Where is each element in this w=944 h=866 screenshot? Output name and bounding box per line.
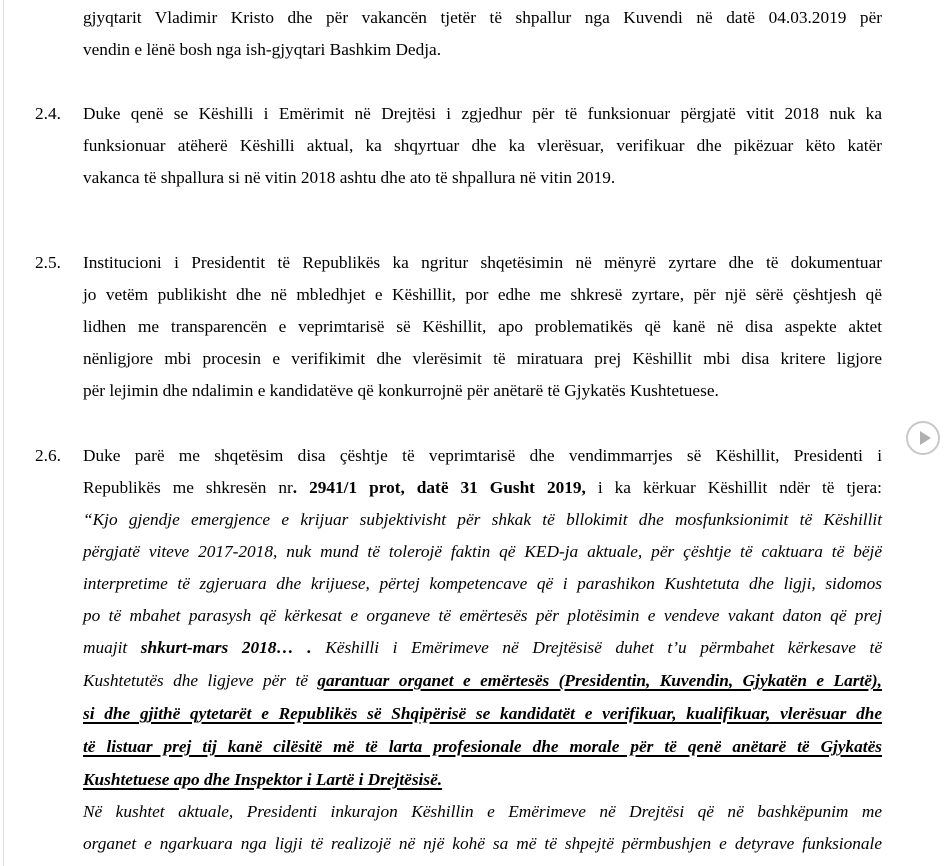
- text-line: vendin e lënë bosh nga ish-gjyqtari Bashkim Dedja.: [83, 40, 442, 59]
- play-icon[interactable]: [906, 421, 940, 455]
- text-line: jo vetëm publikisht dhe në mbledhjet e Këshillit, por edhe me shkresë zyrtare, për një sërë çështjesh që: [83, 285, 882, 304]
- quote-line: interpretime të zgjeruara dhe krijuese, përtej kompetencave që i parashikon Kushtetuta dhe ligji, sidomos: [83, 574, 882, 593]
- quote-line: “Kjo gjendje emergjence e krijuar subjektivisht për shkak të bllokimit dhe mosfunksionimit të Këshillit: [83, 510, 882, 529]
- text-line: për lejimin dhe ndalimin e kandidatëve që konkurrojnë për anëtarë të Gjykatës Kushtetuese.: [83, 381, 719, 400]
- text-run: muajit: [83, 638, 141, 657]
- text-run: Këshilli i Emërimeve në Drejtësisë duhet t’u përmbahet kërkesave të: [311, 638, 882, 657]
- text-line: lidhen me transparencën e veprimtarisë së Këshillit, apo problematikës që kanë në disa aspekte aktet: [83, 317, 882, 336]
- underlined-emphasis-line: si dhe gjithë qytetarët e Republikës së Shqipërisë se kandidatët e verifikuar, kualifikuar, vlerësuar dhe: [83, 704, 882, 723]
- underlined-emphasis-line: Kushtetuese apo dhe Inspektor i Lartë i Drejtësisë.: [83, 770, 443, 789]
- text-run: Republikës me shkresën nr: [83, 478, 293, 497]
- text-line: [83, 478, 882, 498]
- underlined-emphasis-line: të listuar prej tij kanë cilësitë më të larta profesionale dhe morale për të qenë anëtarë të Gjykatës: [83, 737, 882, 756]
- quote-line: përgjatë viteve 2017-2018, nuk mund të tolerojë faktin që KED-ja aktuale, për çështje të caktuara të bëjë: [83, 542, 882, 561]
- text-line: Duke parë me shqetësim disa çështje të veprimtarisë dhe vendimmarrjes së Këshillit, Presidenti i: [83, 446, 882, 465]
- page-left-border: [3, 0, 4, 866]
- paragraph-number: 2.6.: [35, 446, 61, 465]
- text-run: i ka kërkuar Këshillit ndër të tjera:: [585, 478, 882, 497]
- text-line: nënligjore mbi procesin e verifikimit dhe vlerësimit të miratuara prej Këshillit mbi disa kritere ligjore: [83, 349, 882, 368]
- paragraph-number: 2.5.: [35, 253, 61, 272]
- quote-line: organet e ngarkuara nga ligji të realizojë në një kohë sa më të shpejtë përmbushjen e detyrave funksionale: [83, 834, 882, 853]
- date-emphasis: shkurt-mars 2018… .: [140, 638, 312, 657]
- quote-line: [83, 671, 882, 691]
- text-line: Duke qenë se Këshilli i Emërimit në Drejtësi i zgjedhur për të funksionuar përgjatë vitit 2018 nuk ka: [83, 104, 882, 123]
- letter-reference: . 2941/1 prot, datë 31 Gusht 2019,: [292, 478, 586, 497]
- underlined-emphasis: garantuar organet e emërtesës (Presidentin, Kuvendin, Gjykatën e Lartë),: [317, 671, 883, 690]
- text-line: gjyqtarit Vladimir Kristo dhe për vakancën tjetër të shpallur nga Kuvendi në datë 04.03.2019 për: [83, 8, 882, 27]
- quote-line: po të mbahet parasysh që kërkesat e organeve të emërtesës për plotësimin e vendeve vakant daton që prej: [83, 606, 882, 625]
- text-line: Institucioni i Presidentit të Republikës ka ngritur shqetësimin në mënyrë zyrtare dhe të dokumentuar: [83, 253, 882, 272]
- text-line: funksionuar atëherë Këshilli aktual, ka shqyrtuar dhe ka vlerësuar, verifikuar dhe pikëzuar këto katër: [83, 136, 882, 155]
- quote-line: [83, 638, 882, 658]
- text-run: Kushtetutës dhe ligjeve për të: [83, 671, 318, 690]
- paragraph-number: 2.4.: [35, 104, 61, 123]
- quote-line: Në kushtet aktuale, Presidenti inkurajon Këshillin e Emërimeve në Drejtësi që në bashkëpunim me: [83, 802, 882, 821]
- text-line: vakanca të shpallura si në vitin 2018 ashtu dhe ato të shpallura në vitin 2019.: [83, 168, 616, 187]
